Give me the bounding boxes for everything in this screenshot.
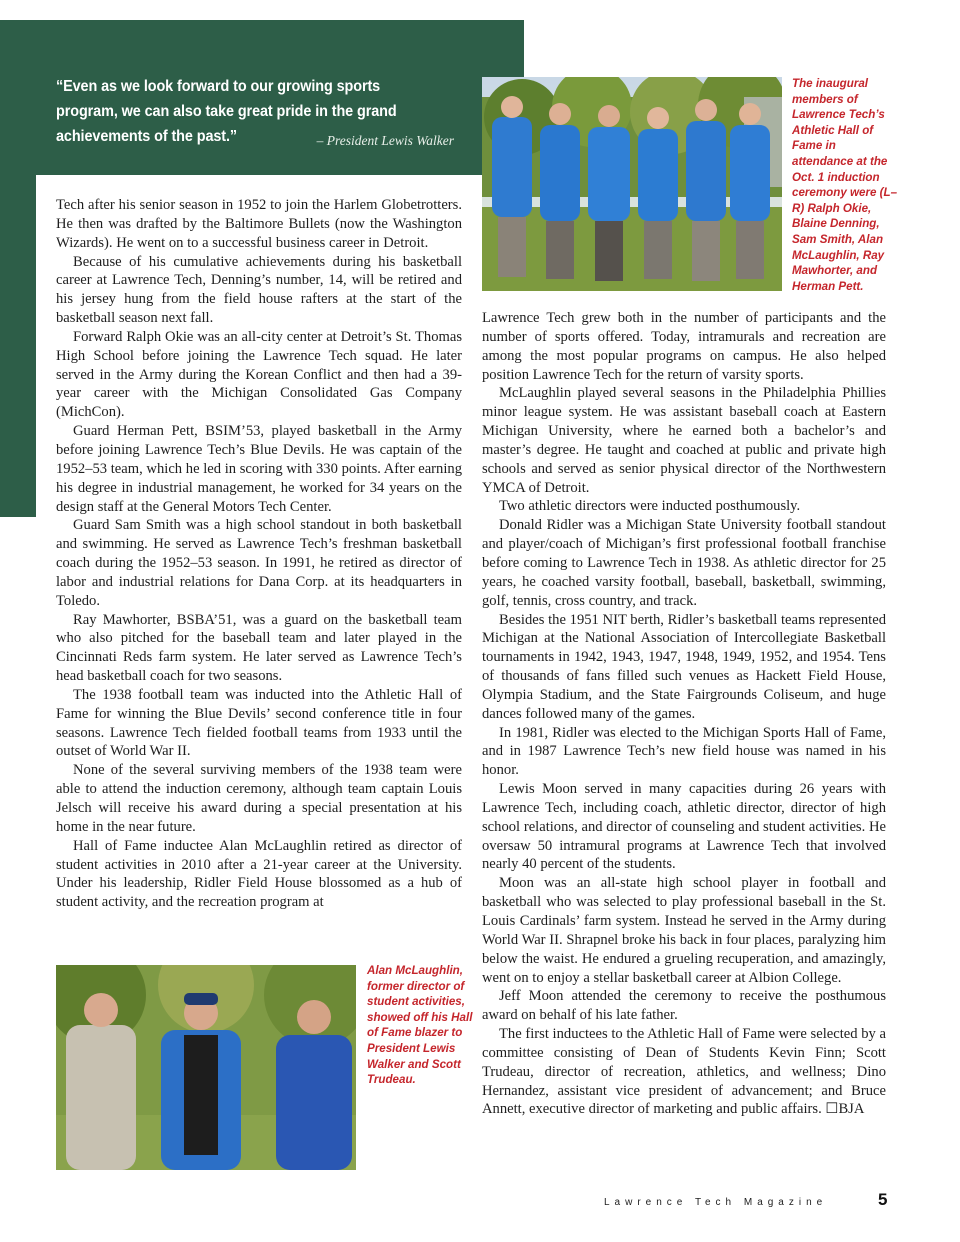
- paragraph: Two athletic directors were inducted posthumously.: [499, 498, 801, 515]
- paragraph: Because of his cumulative achievements during his basketball career at Lawrence Tech, Denning’s number, 14, will be retired and his jersey hung from the field house rafters at the start of the basketball season next fall.: [56, 253, 462, 327]
- paragraph: Lawrence Tech grew both in the number of participants and the number of sports offered. Today, intramurals and recreation are among the most popular programs on campus. He also helped position Lawrence Tech for the return of varsity sports.: [482, 310, 886, 383]
- presentation-figures: [66, 993, 352, 1170]
- paragraph: Ray Mawhorter, BSBA’51, was a guard on the basketball team who also pitched for the baseball team and later played in the Cincinnati Reds farm system. He later served as Lawrence Tech’s head basketball coach for two seasons.: [56, 611, 462, 685]
- paragraph: The 1938 football team was inducted into the Athletic Hall of Fame for winning the Blue Devils’ second conference title in four seasons. Lawrence Tech fielded football teams from 1933 until the outset of World War II.: [56, 686, 462, 760]
- paragraph: In 1981, Ridler was elected to the Michigan Sports Hall of Fame, and in 1987 Lawrence Tech’s new field house was named in his honor.: [482, 724, 886, 779]
- pull-quote-attribution: – President Lewis Walker: [316, 133, 454, 148]
- paragraph: Hall of Fame inductee Alan McLaughlin retired as director of student activities in 2010 after a 21-year career at the University. Under his leadership, Ridler Field House blossomed as a hub of student activity, and the recreation program at: [56, 837, 462, 911]
- page-number: 5: [878, 1190, 888, 1209]
- pull-quote: “Even as we look forward to our growing sports program, we can also take great pride in the grand achievements of the past.”: [56, 78, 397, 145]
- paragraph: Donald Ridler was a Michigan State University football standout and player/coach of Michigan’s first professional football franchise before coming to Lawrence Tech in 1938. As athletic director for 25 years, he coached varsity football, baseball, basketball, swimming, golf, tennis, cross country, and track.: [482, 517, 886, 609]
- hall-of-fame-group-photo: [482, 77, 782, 291]
- paragraph: Lewis Moon served in many capacities during 26 years with Lawrence Tech, including coach, athletic director, director of high school relations, and director of counseling and student activities. He oversaw 50 intramural programs at Lawrence Tech that involved nearly 40 percent of the students.: [482, 781, 886, 873]
- paragraph: McLaughlin played several seasons in the Philadelphia Phillies minor league system. He was assistant baseball coach at Eastern Michigan University, where he earned both a bachelor’s and master’s degree. He taught and coached at public and private high schools and served as senior physical director of the Northwestern YMCA of Detroit.: [482, 385, 886, 496]
- paragraph: Forward Ralph Okie was an all-city center at Detroit’s St. Thomas High School before joining the Lawrence Tech squad. He later served in the Army during the Korean Conflict and then had a 39-year career with the Michigan Consolidated Gas Company (MichCon).: [56, 328, 462, 421]
- article-right-column: [482, 309, 886, 1119]
- paragraph: Moon was an all-state high school player in football and basketball who was selected to play professional baseball in the St. Louis Cardinals’ farm system. Instead he served in the Army during World War II. Shrapnel broke his back in four places, paralyzing him below the waist. He endured a grueling recuperation, and amazingly, went on to enjoy a stellar basketball career at Albion College.: [482, 875, 886, 986]
- paragraph: Tech after his senior season in 1952 to join the Harlem Globetrotters. He then was drafted by the Baltimore Bullets (now the Washington Wizards). He went on to a successful business career in Detroit.: [56, 197, 462, 251]
- green-side-bar: [0, 175, 36, 517]
- paragraph: Besides the 1951 NIT berth, Ridler’s basketball teams represented Michigan at the National Association of Intercollegiate Basketball tournaments in 1942, 1943, 1947, 1948, 1949, 1952, and 1954. Tens of thousands of fans filled such venues as Hackett Field House, Olympia Stadium, and the State Fairgrounds Coliseum, and huge dances followed many of the games.: [482, 611, 886, 722]
- paragraph: Guard Sam Smith was a high school standout in both basketball and swimming. He served as Lawrence Tech’s freshman basketball coach during the 1952–53 season. In 1991, he retired as director of labor and industrial relations for Dana Corp. at its headquarters in Toledo.: [56, 517, 462, 609]
- paragraph: Guard Herman Pett, BSIM’53, played basketball in the Army before joining Lawrence Tech’s Blue Devils. He was captain of the 1952–53 team, which he led in scoring with 330 points. After earning his degree in industrial management, he worked for 34 years on the design staff at the General Motors Tech Center.: [56, 423, 462, 515]
- top-photo-caption: The inaugural members of Lawrence Tech’s Athletic Hall of Fame in attendance at the Oct. 1 induction ceremony were (L–R) Ralph Okie, Blaine Denning, Sam Smith, Alan McLaughlin, Ray Mawhorter, and Herman Pett.: [792, 77, 898, 293]
- paragraph: None of the several surviving members of the 1938 team were able to attend the induction ceremony, although team captain Louis Jelsch will receive his award during a special presentation at his home in the near future.: [56, 762, 462, 835]
- magazine-name: Lawrence Tech Magazine: [604, 1197, 828, 1208]
- blazer-presentation-photo: [56, 965, 356, 1170]
- paragraph: Jeff Moon attended the ceremony to receive the posthumous award on behalf of his late father.: [482, 988, 886, 1024]
- bottom-photo-caption: Alan McLaughlin, former director of student activities, showed off his Hall of Fame blazer to President Lewis Walker and Scott Trudeau.: [367, 964, 473, 1087]
- paragraph: The first inductees to the Athletic Hall of Fame were selected by a committee consisting of Dean of Students Kevin Finn; Scott Trudeau, director of recreation, athletics, and wellness; Dino Hernandez, assistant vice president of advancement; and Bruce Annett, executive director of marketing and public affairs. ☐BJA: [482, 1026, 886, 1118]
- article-left-column: [56, 196, 462, 912]
